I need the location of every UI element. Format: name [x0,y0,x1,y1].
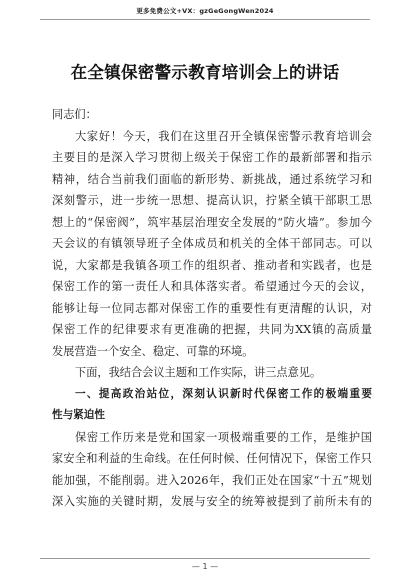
paragraph-line: 天会议的有镇领导班子全体成员和机关的全体干部同志。可以 [52,237,372,250]
header-note: 更多免费公文+VX：gzGeGongWen2024 [136,7,274,15]
paragraph-line: 想上的“保密阀”，筑牢基层治理安全发展的“防火墙”。参加今 [52,215,372,229]
paragraph-line: 大家好！今天，我们在这里召开全镇保密警示教育培训会 [75,129,372,143]
paragraph-line: 精神，结合当前我们面临的新形势、新挑战，通过系统学习和 [52,172,372,186]
paragraph-line: 保密工作的纪律要求有更准确的把握，共同为XX镇的高质量 [52,323,372,336]
page-number: — 1 — [191,562,219,571]
paragraph-line: 主要目的是深入学习贯彻上级关于保密工作的最新部署和指示 [52,151,372,164]
paragraph-line: 下面，我结合会议主题和工作实际，讲三点意见。 [75,366,322,379]
paragraph-line: 发展营造一个安全、稳定、可靠的环境。 [52,344,254,358]
section-heading: 性与紧迫性 [52,409,105,421]
document-title: 在全镇保密警示教育培训会上的讲话 [70,63,340,82]
section-heading: 一、提高政治站位，深刻认识新时代保密工作的极端重要 [75,387,372,400]
paragraph-line: 深入实施的关键时期，发展与安全的统筹被提到了前所未有的 [52,495,372,508]
footer-divider [40,558,370,559]
paragraph-line: 能够让每一位同志都对保密工作的重要性有更清醒的认识，对 [52,301,372,315]
paragraph-line: 家安全和利益的生命线。在任何时候、任何情况下，保密工作只 [52,452,372,465]
document-body [52,104,372,513]
paragraph-line: 保密工作的第一责任人和具体落实者。希望通过今天的会议， [52,280,372,293]
paragraph-line: 说，大家都是我镇各项工作的组织者、推动者和实践者，也是 [52,258,372,272]
header-divider [40,19,370,20]
paragraph-line: 能加强，不能削弱。进入2026年，我们正处在国家“十五”规划 [52,473,372,487]
paragraph-line: 保密工作历来是党和国家一项极端重要的工作，是维护国 [75,430,372,444]
salutation: 同志们： [52,108,97,121]
paragraph-line: 深刻警示，进一步统一思想、提高认识，拧紧全镇干部职工思 [52,194,372,207]
